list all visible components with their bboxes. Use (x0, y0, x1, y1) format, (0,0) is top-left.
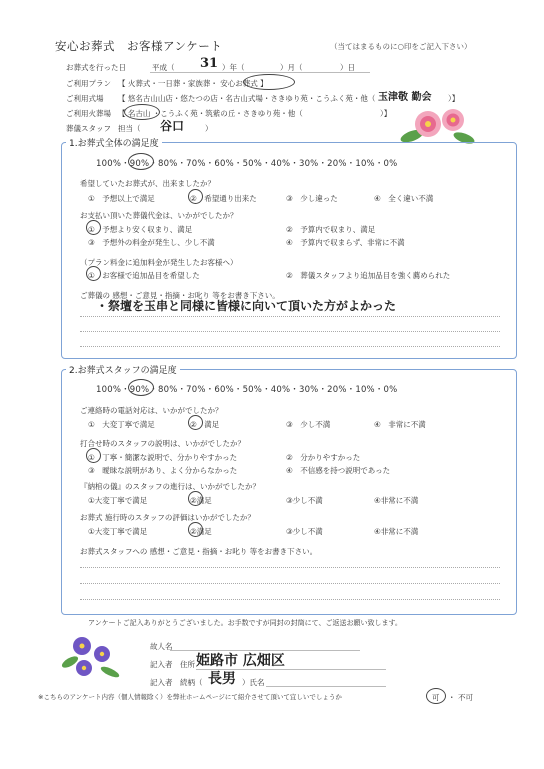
s2-q4-opt2: ②満足 (190, 527, 212, 536)
s2-q1: ご連絡時の電話対応は、いかがでしたか？ (80, 406, 223, 415)
venue-written: 玉津敬 勤会 (378, 92, 432, 103)
s1-comment-line (80, 346, 500, 347)
instruction-note: （当てはまるものに○印をご記入下さい） (330, 42, 472, 51)
s1-comment-line (80, 316, 500, 317)
s2-q4-opt4: ④非常に不満 (374, 527, 419, 536)
s2-q2-opt2: ② 分かりやすかった (286, 453, 361, 462)
s2-q2-opt3: ③ 曖昧な説明があり、よく分からなかった (88, 466, 238, 475)
s2-q4-opt3: ③少し不満 (286, 527, 323, 536)
section2-title: 2.お葬式スタッフの満足度 (66, 363, 180, 376)
s2-q2: 打合せ時のスタッフの説明は、いかがでしたか？ (80, 439, 245, 448)
section1-box (61, 142, 517, 359)
s1-q3: （プラン料金に追加料金が発生したお客様へ） (80, 258, 238, 267)
staff-role: 担当（ (118, 124, 141, 133)
s2-q2-opt4: ④ 不信感を持つ説明であった (286, 466, 391, 475)
writer-address-label: 記入者 住所 (150, 660, 195, 669)
s1-q3-opt2: ② 葬儀スタッフより追加品目を強く薦められた (286, 271, 451, 280)
s1-q1-opt3: ③ 少し違った (286, 194, 338, 203)
s2-comment-line (80, 567, 500, 568)
s2-q1-opt3: ③ 少し不満 (286, 420, 331, 429)
s2-q3-selected-circle (188, 491, 203, 506)
s2-q2-opt1: ① 丁寧・簡潔な説明で、分かりやすかった (88, 453, 238, 462)
relation-close: ）氏名 (242, 678, 265, 687)
relation-label: 記入者 続柄（ (150, 678, 203, 687)
s2-q4: お葬式 施行時のスタッフの評価はいかがでしたか？ (80, 513, 255, 522)
consent-selected-circle (426, 688, 446, 704)
s1-comment-text: ・祭壇を玉串と同様に皆様に向いて頂いた方がよかった (96, 299, 397, 313)
venue-options: 【 悠名古山山店・悠たつの店・名古山式場・さきゆり苑・こうふく苑・他（ (118, 94, 376, 103)
s1-comment-line (80, 331, 500, 332)
section1-score-circle (128, 153, 154, 170)
s1-q2-selected-circle (86, 220, 101, 235)
name-underline (266, 686, 386, 687)
s2-q4-selected-circle (188, 522, 203, 537)
section2-score-circle (128, 379, 154, 396)
plan-options: 【 火葬式・一日葬・家族葬・ 安心お葬式 】 (118, 79, 268, 88)
date-underline (150, 72, 370, 73)
s2-comment-line (80, 599, 500, 600)
staff-name: 谷口 (160, 119, 185, 133)
day-suffix: ）日 (340, 63, 355, 72)
s2-q4-opt1: ①大変丁寧で満足 (88, 527, 148, 536)
s2-q2-selected-circle (86, 448, 101, 463)
year-value: 31 (200, 56, 219, 71)
s1-q2: お支払い頂いた葬儀代金は、いかがでしたか？ (80, 211, 238, 220)
section2-scale: 100%・90%・80%・70%・60%・50%・40%・30%・20%・10%・0% (96, 385, 398, 395)
staff-label: 葬儀スタッフ (66, 124, 111, 133)
s1-comment-label: ご葬儀の 感想・ご意見・指摘・お叱り 等をお書き下さい。 (80, 291, 280, 300)
s1-q2-opt4: ④ 予算内で収まらず、非常に不満 (286, 238, 405, 247)
consent-yes: 可 (432, 693, 440, 702)
s1-q3-selected-circle (86, 266, 101, 281)
s1-q3-opt1: ① お客様で追加品目を希望した (88, 271, 200, 280)
s1-q1-opt2: ② 希望通り出来た (190, 194, 257, 203)
section1-title: 1.お葬式全体の満足度 (66, 136, 162, 149)
month-suffix: ）月（ (280, 63, 303, 72)
venue-label: ご利用式場 (66, 94, 104, 103)
s1-q1-opt4: ④ 全く違い不満 (374, 194, 434, 203)
s1-q1-opt1: ① 予想以上で満足 (88, 194, 155, 203)
s2-q1-opt1: ① 大変丁寧で満足 (88, 420, 155, 429)
era-label: 平成（ (152, 63, 175, 72)
s1-q1-selected-circle (188, 189, 203, 204)
deceased-label: 故人名 (150, 642, 173, 651)
s2-q3-opt1: ①大変丁寧で満足 (88, 496, 148, 505)
date-label: お葬式を行った日 (66, 63, 126, 72)
consent-question: ※こちらのアンケート内容（個人情報除く）を弊社ホームページにて紹介させて頂いて宜しいでしょうか (38, 693, 342, 701)
s2-comment-label: お葬式スタッフへの 感想・ご意見・指摘・お叱り 等をお書き下さい。 (80, 547, 318, 556)
s1-q2-opt2: ② 予算内で収まり、満足 (286, 225, 376, 234)
crematorium-selected-circle (124, 104, 160, 120)
relation-value: 長男 (208, 671, 236, 687)
consent-separator: ・ (448, 693, 456, 702)
s2-q3-opt2: ②満足 (190, 496, 212, 505)
section1-scale: 100%・90%・80%・70%・60%・50%・40%・30%・20%・10%・0% (96, 159, 398, 169)
plan-label: ご利用プラン (66, 79, 111, 88)
s2-q1-selected-circle (188, 415, 203, 430)
purple-flower-illustration (60, 632, 122, 680)
s2-q3-opt4: ④非常に不満 (374, 496, 419, 505)
s2-q1-opt2: ② 満足 (190, 420, 220, 429)
s2-q3-opt3: ③少し不満 (286, 496, 323, 505)
thanks-text: アンケートご記入ありがとうございました。お手数ですが同封の封筒にて、ご返送お願い致します。 (88, 619, 402, 627)
s2-q3: 『納棺の儀』のスタッフの進行は、いかがでしたか？ (80, 482, 260, 491)
venue-close: ）】 (448, 94, 460, 103)
crematorium-label: ご利用火葬場 (66, 109, 111, 118)
writer-address: 姫路市 広畑区 (196, 653, 285, 669)
plan-selected-circle (243, 74, 295, 90)
s1-q2-opt3: ③ 予想外の料金が発生し、少し不満 (88, 238, 215, 247)
staff-close: ） (205, 124, 213, 133)
s1-q1: 希望していたお葬式が、出来ましたか？ (80, 179, 215, 188)
s1-q2-opt1: ① 予想より安く収まり、満足 (88, 225, 193, 234)
pink-flower-illustration (398, 100, 478, 148)
survey-title: 安心お葬式 お客様アンケート (55, 39, 223, 53)
s2-q1-opt4: ④ 非常に不満 (374, 420, 426, 429)
consent-no: 不可 (458, 693, 473, 702)
crematorium-close: ）】 (380, 109, 392, 118)
crematorium-options: 【 名古山 ・こうふく苑・筑紫の丘・さきゆり苑・他（ (118, 109, 303, 118)
year-suffix: ）年（ (222, 63, 245, 72)
s2-comment-line (80, 583, 500, 584)
